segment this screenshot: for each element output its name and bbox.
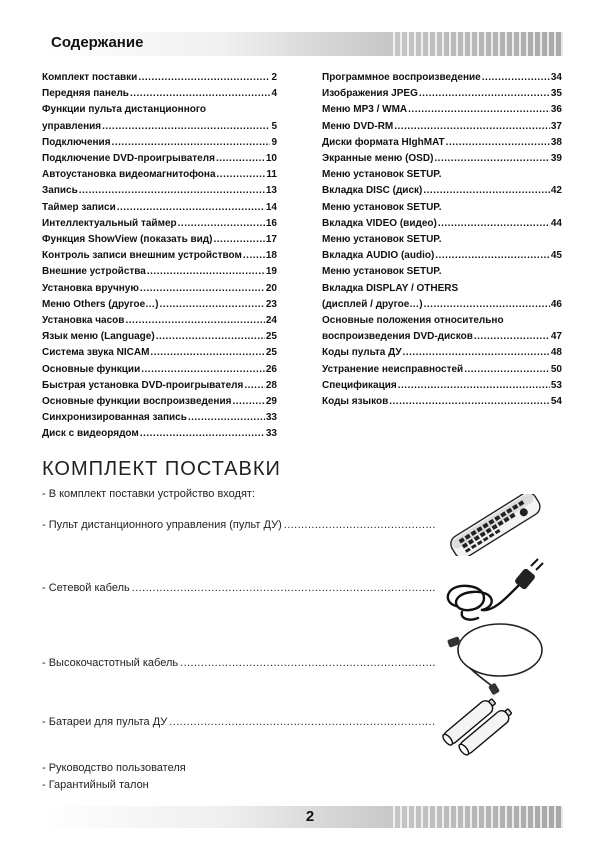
toc-entry[interactable] xyxy=(42,248,277,264)
toc-leader-dots xyxy=(160,297,265,313)
toc-leader-dots xyxy=(243,248,265,264)
toc-entry[interactable] xyxy=(42,281,277,297)
toc-entry[interactable] xyxy=(42,410,277,426)
toc-left-column xyxy=(42,70,277,443)
toc-entry-title: Таймер записи xyxy=(42,201,116,213)
toc-entry[interactable] xyxy=(42,313,277,329)
toc-entry[interactable] xyxy=(322,248,562,264)
leader-dots xyxy=(169,716,435,728)
toc-entry-page: 47 xyxy=(550,331,562,343)
toc-entry-page: 39 xyxy=(550,153,562,165)
package-item-batteries xyxy=(42,716,435,728)
toc-entry[interactable] xyxy=(322,135,562,151)
toc-entry[interactable] xyxy=(42,183,277,199)
toc-entry-title: Экранные меню (OSD) xyxy=(322,153,434,165)
toc-entry[interactable] xyxy=(42,232,277,248)
toc-entry-page: 20 xyxy=(265,282,277,294)
toc-leader-dots xyxy=(434,151,549,167)
toc-leader-dots xyxy=(217,167,266,183)
toc-entry-page: 34 xyxy=(550,72,562,83)
toc-entry[interactable] xyxy=(42,86,277,102)
section-title: КОМПЛЕКТ ПОСТАВКИ xyxy=(42,458,281,480)
toc-entry-page: 38 xyxy=(550,136,562,148)
toc-entry-title-line[interactable]: Меню установок SETUP. xyxy=(322,169,442,181)
batteries-icon xyxy=(438,694,518,758)
toc-entry-title: Устранение неисправностей xyxy=(322,363,464,375)
toc-entry[interactable] xyxy=(322,378,562,394)
toc-leader-dots xyxy=(213,232,264,248)
toc-entry-title-line[interactable]: Меню установок SETUP. xyxy=(322,201,442,213)
toc-entry-page: 18 xyxy=(265,250,277,262)
toc-entry[interactable] xyxy=(322,183,562,199)
toc-entry[interactable] xyxy=(42,200,277,216)
toc-entry-page: 36 xyxy=(550,104,562,116)
toc-entry-title: Меню DVD-RM xyxy=(322,120,394,132)
toc-entry-title: Установка вручную xyxy=(42,282,139,294)
toc-leader-dots xyxy=(464,362,550,378)
section-intro: - В комплект поставки устройство входят: xyxy=(42,488,256,500)
toc-entry-page: 28 xyxy=(265,379,277,391)
toc-entry[interactable] xyxy=(42,70,277,86)
toc-entry-page: 35 xyxy=(550,88,562,100)
toc-entry-page: 25 xyxy=(265,347,277,359)
toc-entry[interactable] xyxy=(322,394,562,410)
toc-entry-page: 48 xyxy=(550,347,562,359)
toc-entry-page: 33 xyxy=(265,428,277,440)
toc-entry[interactable] xyxy=(42,297,277,313)
toc-leader-dots xyxy=(117,200,265,216)
header-stripes xyxy=(393,32,563,56)
toc-entry-page: 33 xyxy=(265,412,277,424)
toc-leader-dots xyxy=(178,216,265,232)
toc-leader-dots xyxy=(216,151,265,167)
toc-leader-dots xyxy=(446,135,550,151)
toc-leader-dots xyxy=(232,394,264,410)
leader-dots xyxy=(180,657,435,669)
toc-entry-title: Подключения xyxy=(42,136,111,148)
toc-entry-title: Вкладка AUDIO (audio) xyxy=(322,250,435,262)
toc-entry-title-line[interactable]: Функции пульта дистанционного xyxy=(42,104,206,116)
toc-leader-dots xyxy=(140,426,265,442)
toc-entry-title: (дисплей / другое…) xyxy=(322,298,423,310)
toc-entry-title: Интеллектуальный таймер xyxy=(42,217,177,229)
toc-entry-page: 45 xyxy=(550,250,562,262)
toc-entry[interactable] xyxy=(42,167,277,183)
toc-entry-title: Вкладка DISC (диск) xyxy=(322,185,423,197)
toc-entry-title: Подключение DVD-проигрывателя xyxy=(42,153,215,165)
toc-entry-page: 14 xyxy=(265,201,277,213)
toc-leader-dots xyxy=(102,119,270,135)
toc-leader-dots xyxy=(398,378,550,394)
toc-entry-page: 9 xyxy=(271,136,277,148)
toc-leader-dots xyxy=(138,70,270,86)
toc-entry-page: 10 xyxy=(265,153,277,165)
package-item-warranty: - Гарантийный талон xyxy=(42,779,149,791)
rf-cable-icon xyxy=(440,612,550,702)
toc-entry-page: 26 xyxy=(265,363,277,375)
package-item-label: - Батареи для пульта ДУ xyxy=(42,716,168,728)
package-item-power-cable xyxy=(42,582,435,594)
toc-leader-dots xyxy=(147,264,265,280)
toc-entry-title: Установка часов xyxy=(42,315,125,327)
toc-entry-title: Передняя панель xyxy=(42,88,129,100)
toc-leader-dots xyxy=(394,119,550,135)
toc-entry-page: 44 xyxy=(550,217,562,229)
toc-entry-title: Автоустановка видеомагнитофона xyxy=(42,169,216,181)
toc-entry-page: 11 xyxy=(266,169,277,181)
package-item-label: - Сетевой кабель xyxy=(42,582,130,594)
toc-entry[interactable] xyxy=(322,345,562,361)
toc-entry-title-line[interactable]: Основные положения относительно xyxy=(322,315,504,327)
toc-leader-dots xyxy=(389,394,550,410)
toc-entry-title: Система звука NICAM xyxy=(42,347,150,359)
toc-entry-page: 19 xyxy=(265,266,277,278)
toc-entry-page: 46 xyxy=(550,298,562,310)
toc-entry-title: Запись xyxy=(42,185,78,197)
toc-entry-title: Программное воспроизведение xyxy=(322,72,481,83)
toc-entry-page: 54 xyxy=(550,396,562,408)
toc-entry-page: 37 xyxy=(550,120,562,132)
toc-entry[interactable] xyxy=(42,394,277,410)
toc-leader-dots xyxy=(482,70,550,86)
toc-entry[interactable] xyxy=(322,216,562,232)
toc-entry-page: 29 xyxy=(265,396,277,408)
toc-entry[interactable] xyxy=(322,151,562,167)
toc-leader-dots xyxy=(419,86,550,102)
toc-leader-dots xyxy=(141,362,265,378)
toc-leader-dots xyxy=(244,378,265,394)
toc-leader-dots xyxy=(140,281,265,297)
toc-right-column xyxy=(322,70,562,410)
toc-entry[interactable] xyxy=(42,329,277,345)
toc-entry-title: Синхронизированная запись xyxy=(42,412,187,424)
toc-entry[interactable] xyxy=(42,345,277,361)
toc-leader-dots xyxy=(474,329,550,345)
toc-entry[interactable] xyxy=(322,329,562,345)
toc-entry[interactable] xyxy=(322,362,562,378)
toc-leader-dots xyxy=(125,313,264,329)
package-item-remote xyxy=(42,519,435,531)
toc-entry-title: Основные функции воспроизведения xyxy=(42,396,232,408)
toc-entry-title: Язык меню (Language) xyxy=(42,331,155,343)
leader-dots xyxy=(284,519,435,531)
toc-entry[interactable] xyxy=(322,119,562,135)
toc-entry[interactable] xyxy=(322,70,562,86)
toc-entry[interactable] xyxy=(42,119,277,135)
toc-leader-dots xyxy=(188,410,265,426)
toc-entry-page: 2 xyxy=(271,72,277,83)
toc-entry-title: Меню MP3 / WMA xyxy=(322,104,408,116)
toc-leader-dots xyxy=(423,183,550,199)
toc-entry-page: 42 xyxy=(550,185,562,197)
toc-entry-title: Контроль записи внешним устройством xyxy=(42,250,242,262)
page-number: 2 xyxy=(305,808,315,825)
toc-leader-dots xyxy=(438,216,550,232)
toc-entry-title: Диск с видеорядом xyxy=(42,428,139,440)
toc-entry-title-line[interactable]: Меню установок SETUP. xyxy=(322,266,442,278)
toc-entry-title: Коды языков xyxy=(322,396,389,408)
toc-entry-title: Спецификация xyxy=(322,379,397,391)
toc-entry-title: Функция ShowView (показать вид) xyxy=(42,234,213,246)
toc-entry-page: 5 xyxy=(271,120,277,132)
toc-entry-page: 24 xyxy=(265,315,277,327)
toc-entry[interactable] xyxy=(322,297,562,313)
toc-entry-title: Комплект поставки xyxy=(42,72,138,83)
package-item-label: - Пульт дистанционного управления (пульт ДУ) xyxy=(42,519,282,531)
toc-leader-dots xyxy=(130,86,270,102)
toc-entry-page: 53 xyxy=(550,379,562,391)
toc-entry-title: Внешние устройства xyxy=(42,266,146,278)
toc-entry-page: 13 xyxy=(265,185,277,197)
toc-entry-title: Диски формата HIghMAT xyxy=(322,136,445,148)
toc-leader-dots xyxy=(424,297,550,313)
toc-entry-title: Изображения JPEG xyxy=(322,88,418,100)
toc-entry-title: Меню Others (другое…) xyxy=(42,298,159,310)
toc-leader-dots xyxy=(435,248,550,264)
leader-dots xyxy=(132,582,435,594)
toc-entry[interactable] xyxy=(42,135,277,151)
toc-entry-page: 4 xyxy=(271,88,277,100)
toc-entry-title-line[interactable]: Вкладка DISPLAY / OTHERS xyxy=(322,282,459,294)
package-item-label: - Высокочастотный кабель xyxy=(42,657,179,669)
toc-entry[interactable] xyxy=(42,151,277,167)
toc-leader-dots xyxy=(403,345,550,361)
toc-leader-dots xyxy=(112,135,271,151)
toc-leader-dots xyxy=(156,329,265,345)
toc-entry-title: Коды пульта ДУ xyxy=(322,347,402,359)
header-bar xyxy=(41,32,563,56)
toc-entry[interactable] xyxy=(42,426,277,442)
toc-entry-title: воспроизведения DVD-дисков xyxy=(322,331,473,343)
toc-entry-page: 25 xyxy=(265,331,277,343)
toc-entry-page: 16 xyxy=(265,217,277,229)
toc-entry-title: Вкладка VIDEO (видео) xyxy=(322,217,437,229)
toc-entry-page: 17 xyxy=(265,234,277,246)
page-title: Содержание xyxy=(51,34,144,51)
toc-entry-title: Быстрая установка DVD-проигрывателя xyxy=(42,379,244,391)
toc-entry[interactable] xyxy=(42,216,277,232)
toc-entry-title: управления xyxy=(42,120,102,132)
toc-entry-page: 23 xyxy=(265,298,277,310)
toc-entry[interactable] xyxy=(42,264,277,280)
toc-entry-page: 50 xyxy=(550,363,562,375)
package-item-manual: - Руководство пользователя xyxy=(42,762,186,774)
toc-leader-dots xyxy=(79,183,265,199)
toc-entry[interactable] xyxy=(42,362,277,378)
toc-entry-title-line[interactable]: Меню установок SETUP. xyxy=(322,234,442,246)
footer-bar xyxy=(41,806,563,828)
toc-entry[interactable] xyxy=(322,86,562,102)
toc-entry[interactable] xyxy=(42,378,277,394)
toc-entry[interactable] xyxy=(322,102,562,118)
toc-entry-title: Основные функции xyxy=(42,363,141,375)
remote-control-icon xyxy=(438,494,550,556)
toc-leader-dots xyxy=(150,345,264,361)
package-item-rf-cable xyxy=(42,657,435,669)
toc-leader-dots xyxy=(408,102,550,118)
